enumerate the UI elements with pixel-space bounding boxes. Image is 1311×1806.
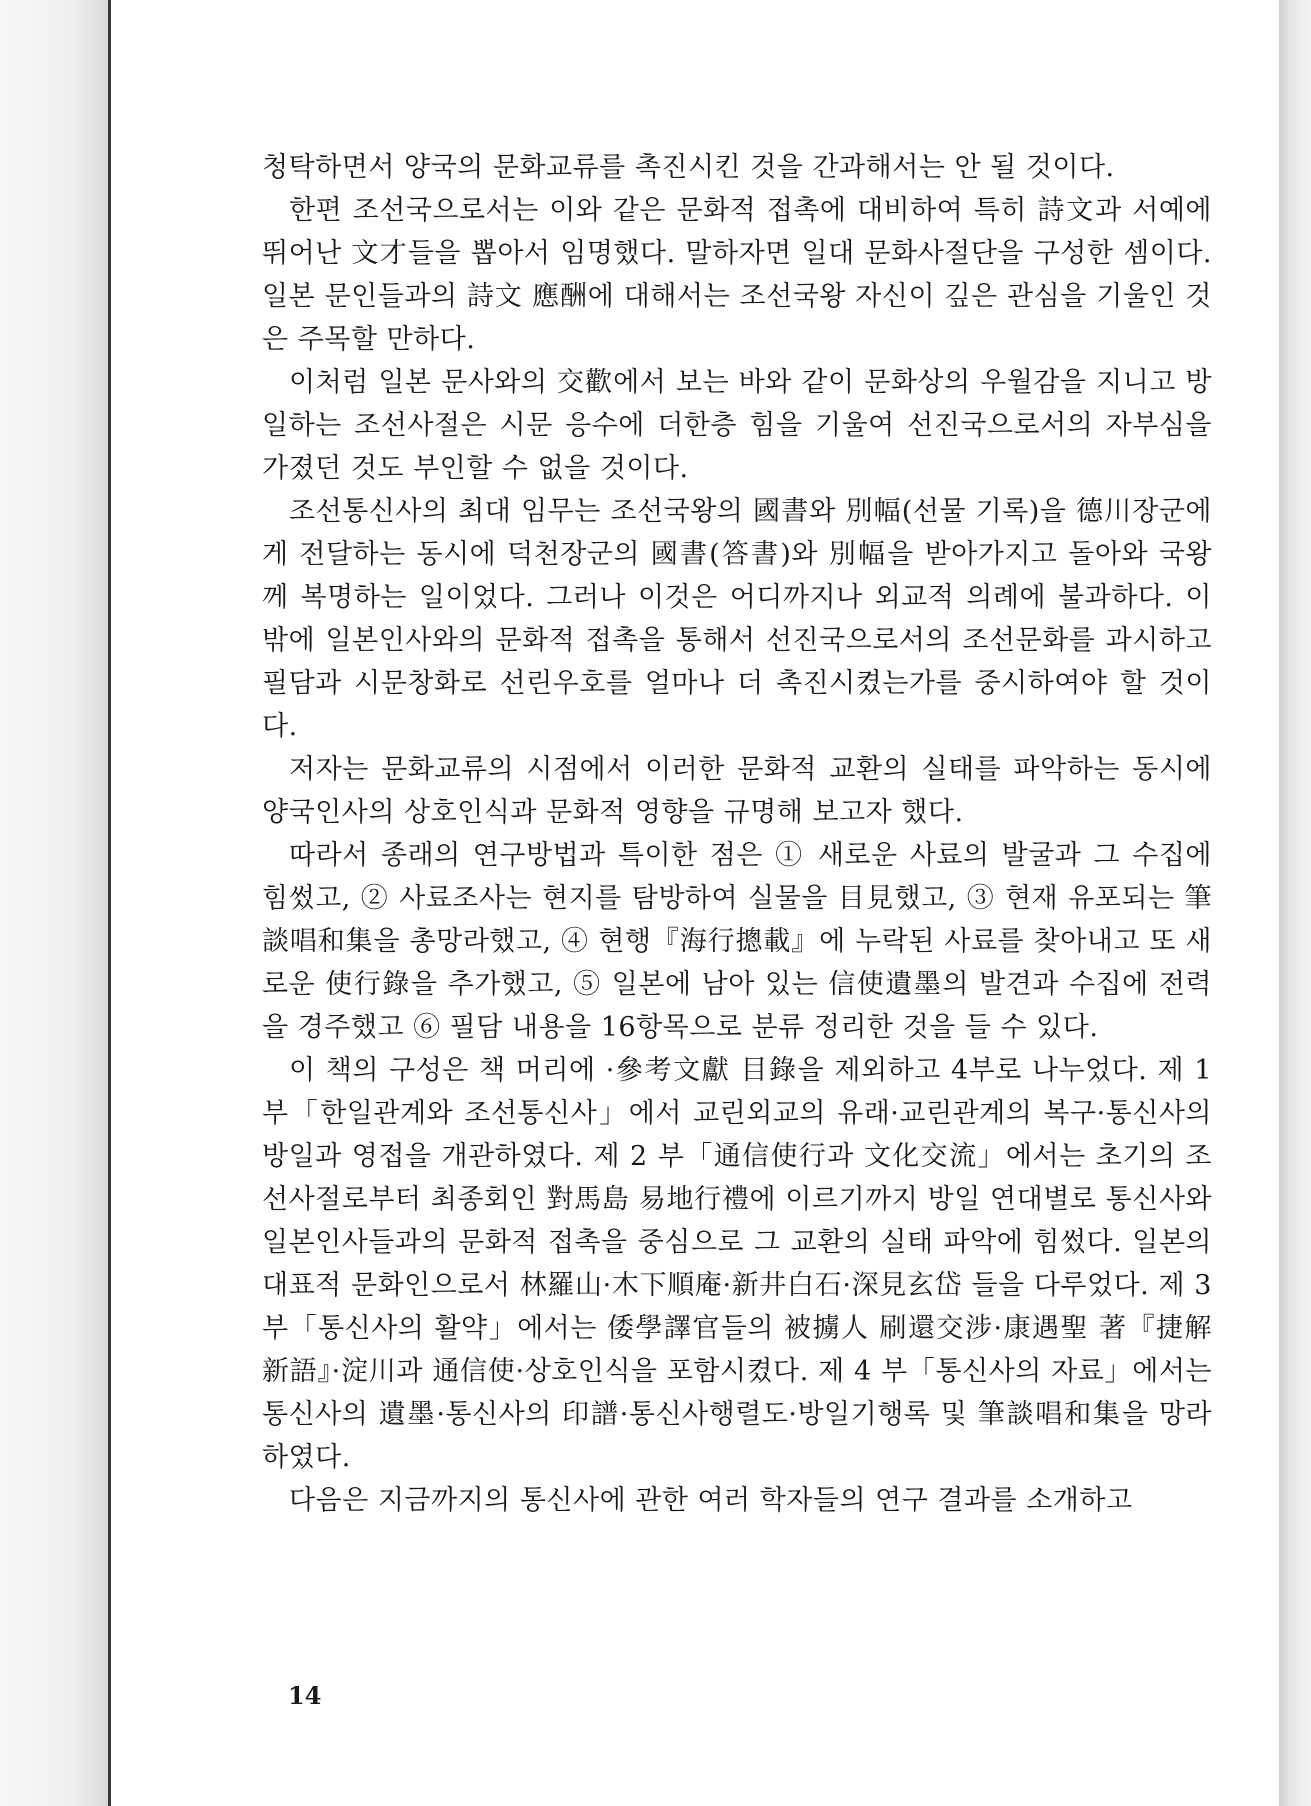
paragraph-5: 저자는 문화교류의 시점에서 이러한 문화적 교환의 실태를 파악하는 동시에 양국인사의 상호인식과 문화적 영향을 규명해 보고자 했다. <box>262 754 1212 828</box>
paragraph-6: 따라서 종래의 연구방법과 특이한 점은 ① 새로운 사료의 발굴과 그 수집에 힘썼고, ② 사료조사는 현지를 탐방하여 실물을 目見했고, ③ 현재 유포되는 筆談唱和集을 총망라했고, ④ 현행『海行摠載』에 누락된 사료를 찾아내고 또 새로운 使行錄을 추가했고, ⑤ 일본에 남아 있는 信使遺墨의 발견과 수집에 전력을 경주했고 ⑥ 필담 내용을 16항목으로 분류 정리한 것을 들 수 있다. <box>262 840 1212 1043</box>
paragraph-4: 조선통신사의 최대 임무는 조선국왕의 國書와 別幅(선물 기록)을 德川장군에게 전달하는 동시에 덕천장군의 國書(答書)와 別幅을 받아가지고 돌아와 국왕께 복명하는 일이었다. 그러나 이것은 어디까지나 외교적 의례에 불과하다. 이 밖에 일본인사와의 문화적 접촉을 통해서 선진국으로서의 조선문화를 과시하고 필담과 시문창화로 선린우호를 얼마나 더 촉진시켰는가를 중시하여야 할 것이다. <box>262 496 1212 742</box>
left-margin <box>0 0 108 1806</box>
right-page-edge-shadow <box>1279 0 1311 1806</box>
paragraph-3: 이처럼 일본 문사와의 交歡에서 보는 바와 같이 문화상의 우월감을 지니고 방일하는 조선사절은 시문 응수에 더한층 힘을 기울여 선진국으로서의 자부심을 가졌던 것도 부인할 수 없을 것이다. <box>262 367 1212 484</box>
paragraph-8: 다음은 지금까지의 통신사에 관한 여러 학자들의 연구 결과를 소개하고 <box>289 1485 1133 1516</box>
paragraph-1: 청탁하면서 양국의 문화교류를 촉진시킨 것을 간과해서는 안 될 것이다. <box>262 152 1115 183</box>
paragraph-2: 한편 조선국으로서는 이와 같은 문화적 접촉에 대비하여 특히 詩文과 서예에 뛰어난 文才들을 뽑아서 임명했다. 말하자면 일대 문화사절단을 구성한 셈이다. 일본 문인들과의 詩文 應酬에 대해서는 조선국왕 자신이 깊은 관심을 기울인 것은 주목할 만하다. <box>262 195 1212 355</box>
page-number: 14 <box>288 1681 322 1710</box>
body-text <box>262 146 1212 1522</box>
paragraph-7: 이 책의 구성은 책 머리에 ·參考文獻 目錄을 제외하고 4부로 나누었다. 제 1 부「한일관계와 조선통신사」에서 교린외교의 유래·교린관계의 복구·통신사의 방일과 영접을 개관하였다. 제 2 부「通信使行과 文化交流」에서는 초기의 조선사절로부터 최종회인 對馬島 易地行禮에 이르기까지 방일 연대별로 통신사와 일본인사들과의 문화적 접촉을 중심으로 그 교환의 실태 파악에 힘썼다. 일본의 대표적 문화인으로서 林羅山·木下順庵·新井白石·深見玄岱 들을 다루었다. 제 3 부「통신사의 활약」에서는 倭學譯官들의 被擄人 刷還交涉·康遇聖 著『捷解新語』·淀川과 通信使·상호인식을 포함시켰다. 제 4 부「통신사의 자료」에서는 통신사의 遺墨·통신사의 印譜·통신사행렬도·방일기행록 및 筆談唱和集을 망라하였다. <box>262 1055 1212 1473</box>
